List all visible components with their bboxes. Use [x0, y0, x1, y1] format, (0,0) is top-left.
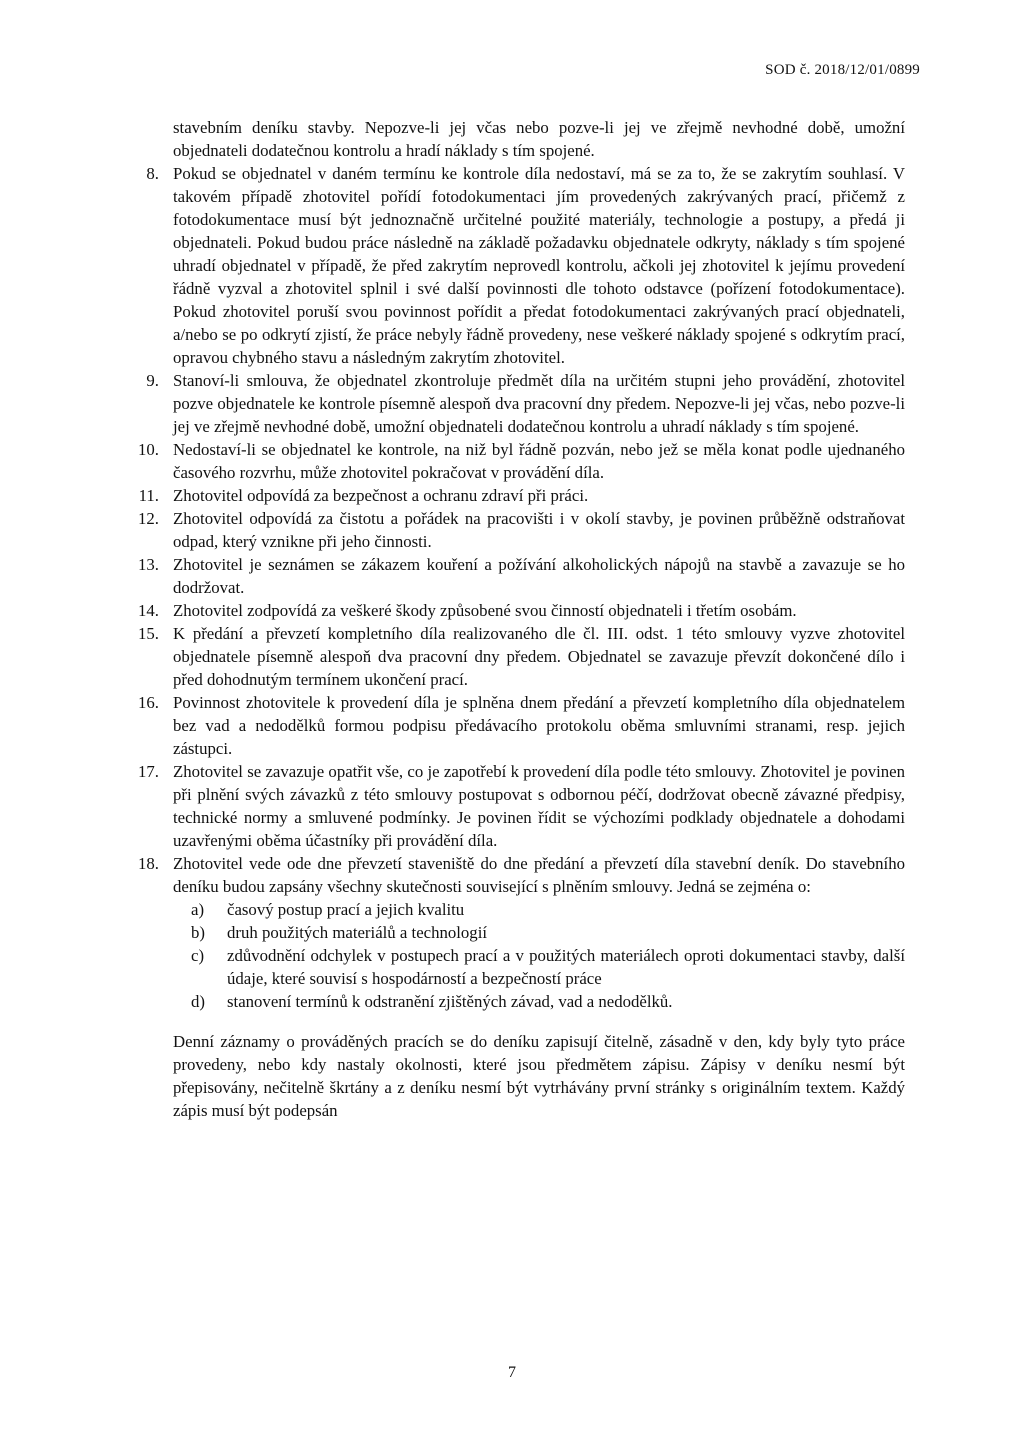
sub-item-text: stanovení termínů k odstranění zjištěných závad, vad a nedodělků.	[227, 992, 673, 1011]
list-item-15	[135, 622, 905, 691]
item-text: Nedostaví-li se objednatel ke kontrole, na niž byl řádně pozván, nebo jež se měla konat podle ujednaného časového rozvrhu, může zhotovitel pokračovat v provádění díla.	[173, 440, 905, 482]
item-text: Pokud se objednatel v daném termínu ke kontrole díla nedostaví, má se za to, že se zakrytím souhlasí. V takovém případě zhotovitel pořídí fotodokumentaci jím provedených zakrývaných prací, přičemž z fotodokumentace musí být jednoznačně určitelné použité materiály, technologie a postupy, a předá ji objednateli. Pokud budou práce následně na základě požadavku objednatele odkryty, náklady s tím spojené uhradí objednatel v případě, že před zakrytím neprovedl kontrolu, ačkoli jej zhotovitel k jejímu provedení řádně vyzval a zhotovitel splnil i své další povinnosti dle tohoto odstavce (pořízení fotodokumentace). Pokud zhotovitel poruší svou povinnost pořídit a předat fotodokumentaci zakrývaných prací objednateli, a/nebo se po odkrytí zjistí, že práce nebyly řádně provedeny, nese veškeré náklady spojené s odkrytím prací, opravou chybného stavu a následným zakrytím zhotovitel.	[173, 164, 905, 367]
sub-item-d	[135, 990, 905, 1013]
sub-item-text: časový postup prací a jejich kvalitu	[227, 900, 465, 919]
list-item-12	[135, 507, 905, 553]
list-item-17	[135, 760, 905, 852]
sub-item-c	[135, 944, 905, 990]
item-number: 15.	[138, 624, 159, 643]
item-number: 14.	[138, 601, 159, 620]
item-text: Povinnost zhotovitele k provedení díla je splněna dnem předání a převzetí kompletního díla objednatelem bez vad a nedodělků formou podpisu předávacího protokolu oběma smluvními stranami, resp. jejich zástupci.	[173, 693, 905, 758]
item-number: 16.	[138, 693, 159, 712]
item-number: 9.	[146, 371, 159, 390]
item-number: 13.	[138, 555, 159, 574]
sub-item-text: zdůvodnění odchylek v postupech prací a v použitých materiálech oproti dokumentaci stavby, další údaje, které souvisí s hospodárností a bezpečností práce	[227, 946, 905, 988]
item-number: 18.	[138, 854, 159, 873]
list-item-9	[135, 369, 905, 438]
sub-item-a	[135, 898, 905, 921]
item-text: Zhotovitel zodpovídá za veškeré škody způsobené svou činností objednateli i třetím osobám.	[173, 601, 797, 620]
sub-item-letter: b)	[191, 923, 205, 942]
list-item-14	[135, 599, 905, 622]
item-number: 11.	[138, 486, 159, 505]
sub-item-text: druh použitých materiálů a technologií	[227, 923, 488, 942]
sub-item-letter: a)	[191, 900, 205, 919]
intro-continuation: stavebním deníku stavby. Nepozve-li jej včas nebo pozve-li jej ve zřejmě nevhodné době, umožní objednateli dodatečnou kontrolu a hradí náklady s tím spojené.	[173, 118, 905, 160]
item-text: Zhotovitel je seznámen se zákazem kouření a požívání alkoholických nápojů na stavbě a zavazuje se ho dodržovat.	[173, 555, 905, 597]
item-number: 12.	[138, 509, 159, 528]
sub-item-letter: c)	[191, 946, 205, 965]
document-reference: SOD č. 2018/12/01/0899	[765, 62, 920, 78]
sub-item-b	[135, 921, 905, 944]
sub-item-letter: d)	[191, 992, 205, 1011]
list-item-10	[135, 438, 905, 484]
item-18-sublist	[135, 898, 905, 1013]
item-text: Stanoví-li smlouva, že objednatel zkontroluje předmět díla na určitém stupni jeho provádění, zhotovitel pozve objednatele ke kontrole písemně alespoň dva pracovní dny předem. Nepozve-li jej včas, nebo pozve-li jej ve zřejmě nevhodné době, umožní objednateli dodatečnou kontrolu a uhradí náklady s tím spojené.	[173, 371, 905, 436]
list-item-16	[135, 691, 905, 760]
item-text: Zhotovitel vede ode dne převzetí staveniště do dne předání a převzetí díla stavební deník. Do stavebního deníku budou zapsány všechny skutečnosti související s plněním smlouvy. Jedná se zejména o:	[173, 854, 905, 896]
item-text: Zhotovitel odpovídá za čistotu a pořádek na pracovišti i v okolí stavby, je povinen průběžně odstraňovat odpad, který vznikne při jeho činnosti.	[173, 509, 905, 551]
item-number: 8.	[146, 164, 159, 183]
list-item-13	[135, 553, 905, 599]
document-body	[135, 116, 905, 1139]
page-number: 7	[508, 1364, 516, 1381]
item-text: K předání a převzetí kompletního díla realizovaného dle čl. III. odst. 1 této smlouvy vyzve zhotovitel objednatele písemně alespoň dva pracovní dny předem. Objednatel se zavazuje převzít dokončené dílo i před dohodnutým termínem ukončení prací.	[173, 624, 905, 689]
item-text: Zhotovitel odpovídá za bezpečnost a ochranu zdraví při práci.	[173, 486, 589, 505]
item-text: Zhotovitel se zavazuje opatřit vše, co je zapotřebí k provedení díla podle této smlouvy. Zhotovitel je povinen při plnění svých závazků z této smlouvy postupovat s odbornou péčí, dodržovat obecně závazné předpisy, technické normy a smluvené podmínky. Je povinen řídit se výchozími podklady objednatele a dohodami uzavřenými oběma účastníky při provádění díla.	[173, 762, 905, 850]
item-number: 10.	[138, 440, 159, 459]
list-item-11	[135, 484, 905, 507]
item-18-continuation: Denní záznamy o prováděných pracích se do deníku zapisují čitelně, zásadně v den, kdy byly tyto práce provedeny, nebo kdy nastaly okolnosti, které jsou předmětem zápisu. Zápisy v deníku nesmí být přepisovány, nečitelně škrtány a z deníku nesmí být vytrhávány první stránky s originálním textem. Každý zápis musí být podepsán	[173, 1031, 905, 1120]
list-item-8	[135, 162, 905, 369]
list-item-18	[135, 852, 905, 898]
item-number: 17.	[138, 762, 159, 781]
